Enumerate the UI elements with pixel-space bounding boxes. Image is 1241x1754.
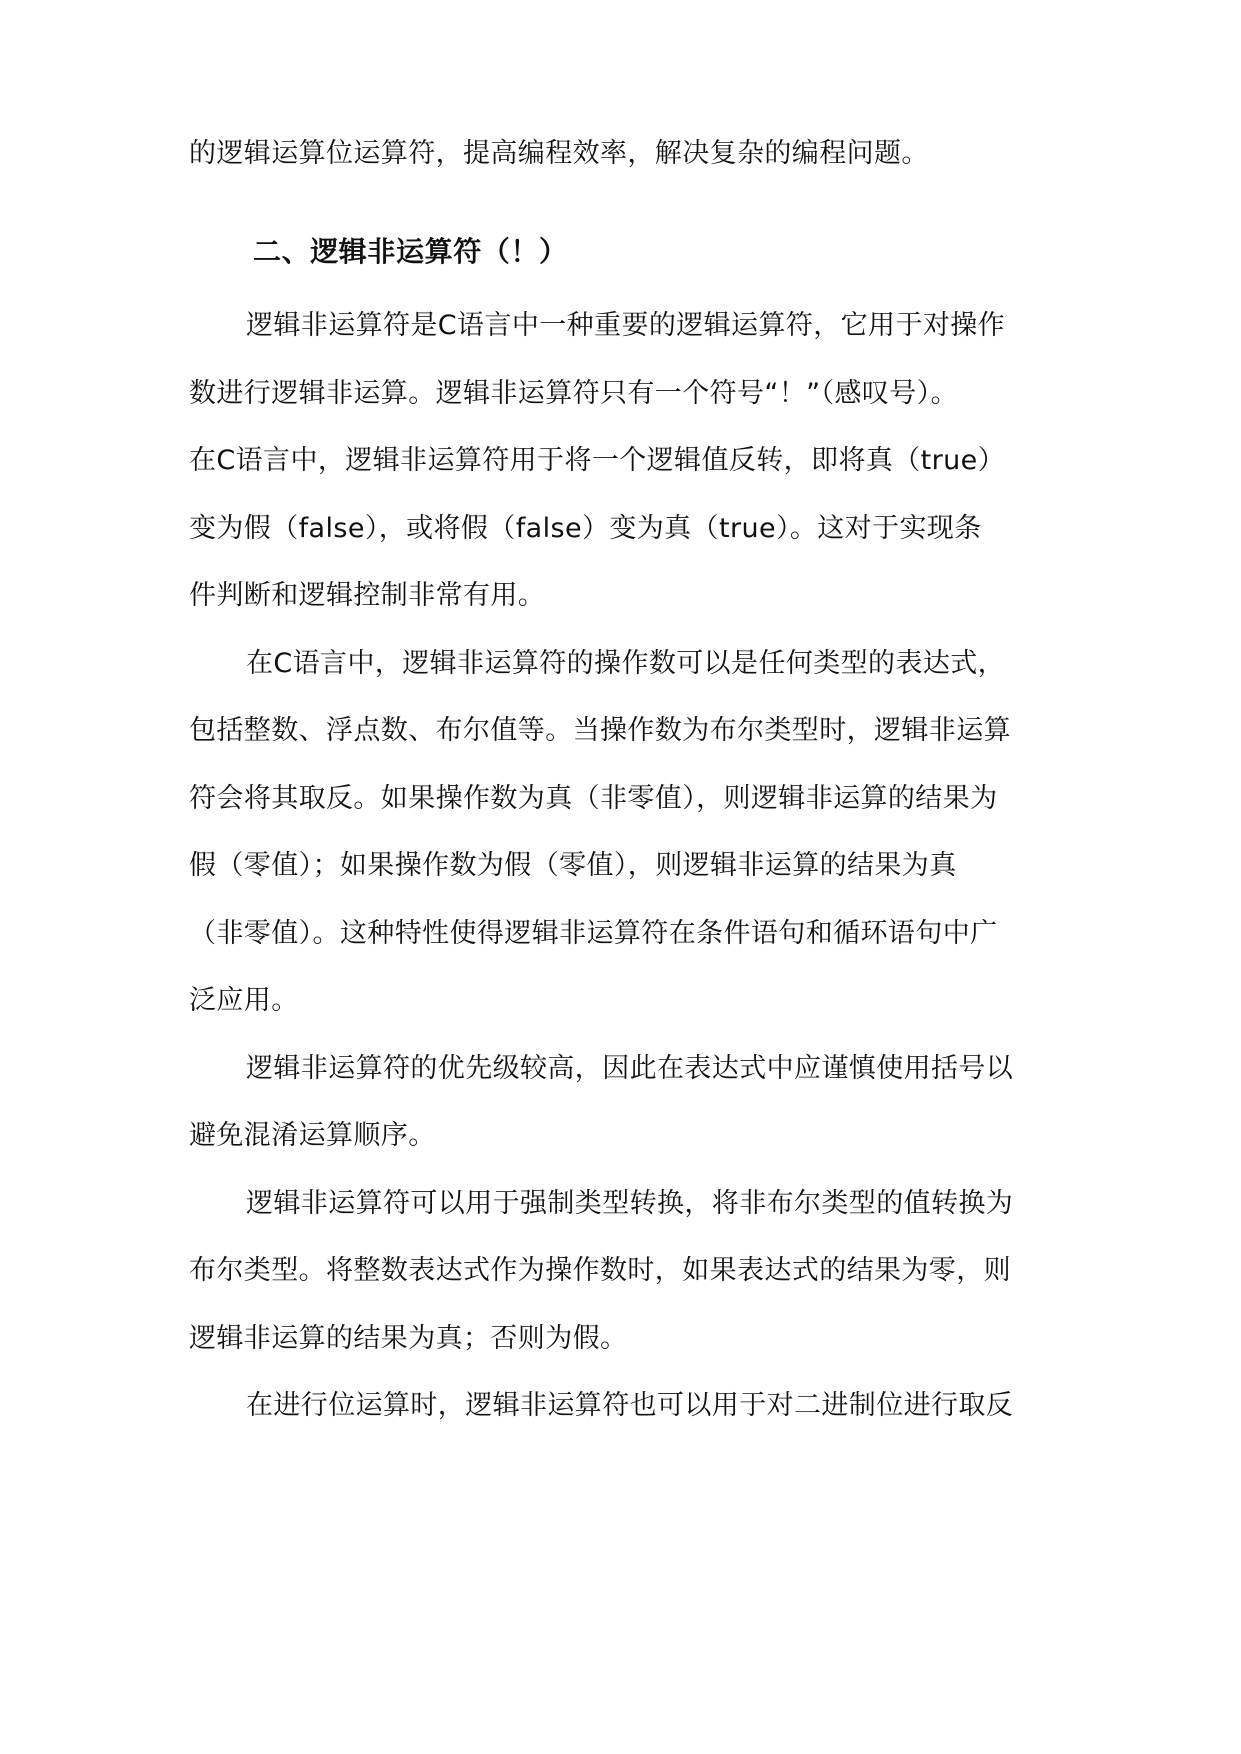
section-heading: 二、逻辑非运算符（！） [253,235,568,268]
paragraph-4-line-2: 布尔类型。将整数表达式作为操作数时，如果表达式的结果为零，则 [189,1255,1011,1286]
paragraph-1-line-1: 逻辑非运算符是C语言中一种重要的逻辑运算符，它用于对操作 [246,310,1006,341]
intro-line: 的逻辑运算位运算符，提高编程效率，解决复杂的编程问题。 [189,138,929,169]
paragraph-2-line-3: 符会将其取反。如果操作数为真（非零值），则逻辑非运算的结果为 [189,783,998,814]
paragraph-4-line-1: 逻辑非运算符可以用于强制类型转换，将非布尔类型的值转换为 [246,1188,1014,1219]
paragraph-1-line-5: 件判断和逻辑控制非常有用。 [189,580,546,611]
paragraph-1-line-2: 数进行逻辑非运算。逻辑非运算符只有一个符号“！”（感叹号）。 [189,378,958,409]
paragraph-2-line-5: （非零值）。这种特性使得逻辑非运算符在条件语句和循环语句中广 [189,918,998,949]
paragraph-2-line-6: 泛应用。 [189,985,299,1016]
paragraph-3-line-2: 避免混淆运算顺序。 [189,1120,436,1151]
paragraph-3-line-1: 逻辑非运算符的优先级较高，因此在表达式中应谨慎使用括号以 [246,1053,1014,1084]
paragraph-2-line-1: 在C语言中，逻辑非运算符的操作数可以是任何类型的表达式， [246,648,1006,679]
paragraph-2-line-4: 假（零值）；如果操作数为假（零值），则逻辑非运算的结果为真 [189,850,957,881]
paragraph-4-line-3: 逻辑非运算的结果为真；否则为假。 [189,1323,628,1354]
paragraph-2-line-2: 包括整数、浮点数、布尔值等。当操作数为布尔类型时，逻辑非运算 [189,715,1011,746]
paragraph-1-line-4: 变为假（false），或将假（false）变为真（true）。这对于实现条 [189,513,982,544]
paragraph-5-line-1: 在进行位运算时，逻辑非运算符也可以用于对二进制位进行取反 [246,1390,1014,1421]
paragraph-1-line-3: 在C语言中，逻辑非运算符用于将一个逻辑值反转，即将真（true） [189,445,1006,476]
